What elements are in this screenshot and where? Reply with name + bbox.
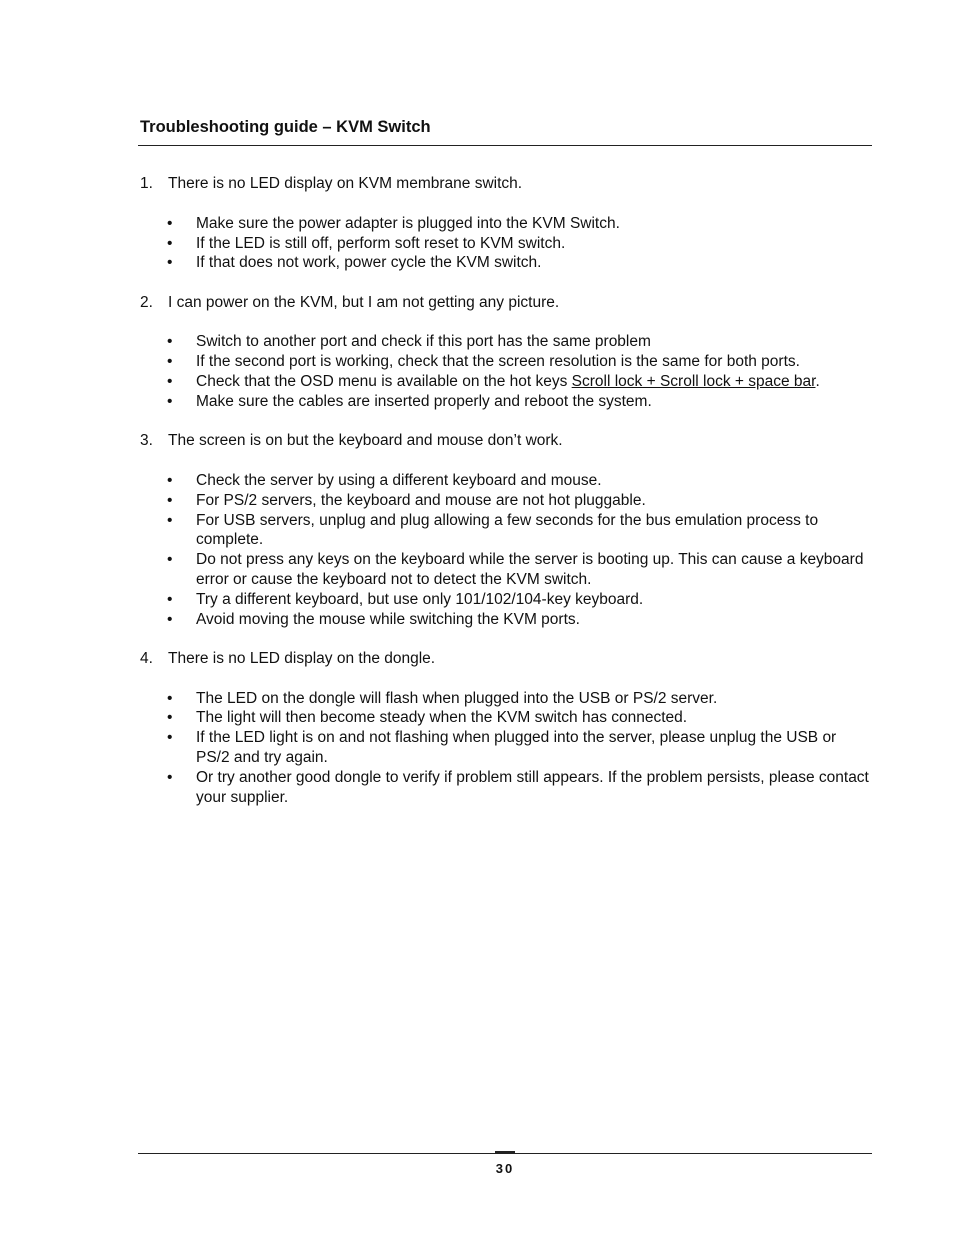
page-number: 30 bbox=[495, 1161, 515, 1176]
troubleshooting-section-3 bbox=[140, 431, 870, 629]
bullet-icon: • bbox=[167, 353, 173, 371]
bullet-icon: • bbox=[167, 254, 173, 272]
list-item-text: Make sure the cables are inserted properly and reboot the system. bbox=[196, 392, 652, 410]
question-number: 2. bbox=[140, 293, 153, 311]
list-item bbox=[140, 728, 870, 768]
list-item bbox=[140, 332, 870, 352]
list-item-text: For PS/2 servers, the keyboard and mouse are not hot pluggable. bbox=[196, 491, 646, 509]
question-2 bbox=[140, 293, 870, 313]
list-item-text: If the LED is still off, perform soft reset to KVM switch. bbox=[196, 234, 566, 252]
bullet-list bbox=[140, 332, 870, 411]
list-item bbox=[140, 471, 870, 491]
question-1 bbox=[140, 174, 870, 194]
question-4 bbox=[140, 649, 870, 669]
header-divider bbox=[138, 145, 872, 146]
bullet-icon: • bbox=[167, 392, 173, 410]
bullet-icon: • bbox=[167, 689, 173, 707]
question-text: I can power on the KVM, but I am not getting any picture. bbox=[168, 293, 560, 311]
bullet-icon: • bbox=[167, 709, 173, 727]
bullet-icon: • bbox=[167, 373, 173, 391]
list-item-text: Check that the OSD menu is available on the hot keys bbox=[196, 373, 572, 391]
list-item-text: If the LED light is on and not flashing when plugged into the server, please unplug the USB or PS/2 and try again. bbox=[196, 729, 837, 767]
list-item bbox=[140, 372, 870, 392]
list-item-text: For USB servers, unplug and plug allowing a few seconds for the bus emulation process to complete. bbox=[196, 511, 819, 549]
list-item-text: The light will then become steady when the KVM switch has connected. bbox=[196, 709, 688, 727]
list-item bbox=[140, 768, 870, 808]
troubleshooting-section-2 bbox=[140, 293, 870, 412]
bullet-icon: • bbox=[167, 610, 173, 628]
list-item bbox=[140, 214, 870, 234]
troubleshooting-section-1 bbox=[140, 174, 870, 273]
question-text: There is no LED display on the dongle. bbox=[168, 649, 436, 667]
bullet-list bbox=[140, 214, 870, 273]
list-item-text: Do not press any keys on the keyboard while the server is booting up. This can cause a keyboard error or cause the keyboard not to detect the KVM switch. bbox=[196, 551, 864, 588]
bullet-icon: • bbox=[167, 491, 173, 509]
bullet-list bbox=[140, 689, 870, 808]
question-number: 4. bbox=[140, 649, 153, 667]
list-item bbox=[140, 392, 870, 412]
list-item-text: Make sure the power adapter is plugged into the KVM Switch. bbox=[196, 214, 620, 232]
hotkey-link[interactable]: Scroll lock + Scroll lock + space bar bbox=[571, 373, 816, 391]
bullet-icon: • bbox=[167, 511, 173, 529]
list-item-text: Or try another good dongle to verify if problem still appears. If the problem persists, please contact your supplier. bbox=[196, 768, 869, 806]
list-item bbox=[140, 610, 870, 630]
bullet-icon: • bbox=[167, 551, 173, 569]
list-item-text: Check the server by using a different keyboard and mouse. bbox=[196, 471, 602, 489]
list-item-text: If that does not work, power cycle the KVM switch. bbox=[196, 254, 542, 272]
list-item bbox=[140, 550, 870, 590]
question-text: There is no LED display on KVM membrane switch. bbox=[168, 175, 523, 192]
list-item-text: If the second port is working, check that the screen resolution is the same for both ports. bbox=[196, 353, 800, 371]
list-item-text: Try a different keyboard, but use only 101/102/104-key keyboard. bbox=[196, 590, 644, 608]
page-title: Troubleshooting guide – KVM Switch bbox=[140, 118, 431, 136]
troubleshooting-content bbox=[140, 174, 870, 827]
bullet-icon: • bbox=[167, 471, 173, 489]
troubleshooting-section-4 bbox=[140, 649, 870, 808]
list-item bbox=[140, 689, 870, 709]
bullet-icon: • bbox=[167, 729, 173, 747]
bullet-icon: • bbox=[167, 333, 173, 351]
list-item bbox=[140, 511, 870, 551]
list-item-text: . bbox=[815, 373, 820, 391]
bullet-icon: • bbox=[167, 768, 173, 786]
list-item bbox=[140, 491, 870, 511]
question-number: 1. bbox=[140, 175, 153, 192]
list-item-text: Switch to another port and check if this port has the same problem bbox=[196, 333, 651, 351]
footer-divider bbox=[138, 1153, 872, 1154]
question-number: 3. bbox=[140, 432, 153, 450]
list-item bbox=[140, 253, 870, 273]
list-item-text: Avoid moving the mouse while switching the KVM ports. bbox=[196, 610, 580, 628]
question-text: The screen is on but the keyboard and mouse don’t work. bbox=[168, 432, 563, 450]
bullet-list bbox=[140, 471, 870, 629]
list-item bbox=[140, 234, 870, 254]
list-item bbox=[140, 590, 870, 610]
list-item-text: The LED on the dongle will flash when plugged into the USB or PS/2 server. bbox=[196, 689, 718, 707]
question-3 bbox=[140, 431, 870, 451]
bullet-icon: • bbox=[167, 234, 173, 252]
list-item bbox=[140, 352, 870, 372]
bullet-icon: • bbox=[167, 214, 173, 232]
bullet-icon: • bbox=[167, 590, 173, 608]
list-item bbox=[140, 708, 870, 728]
